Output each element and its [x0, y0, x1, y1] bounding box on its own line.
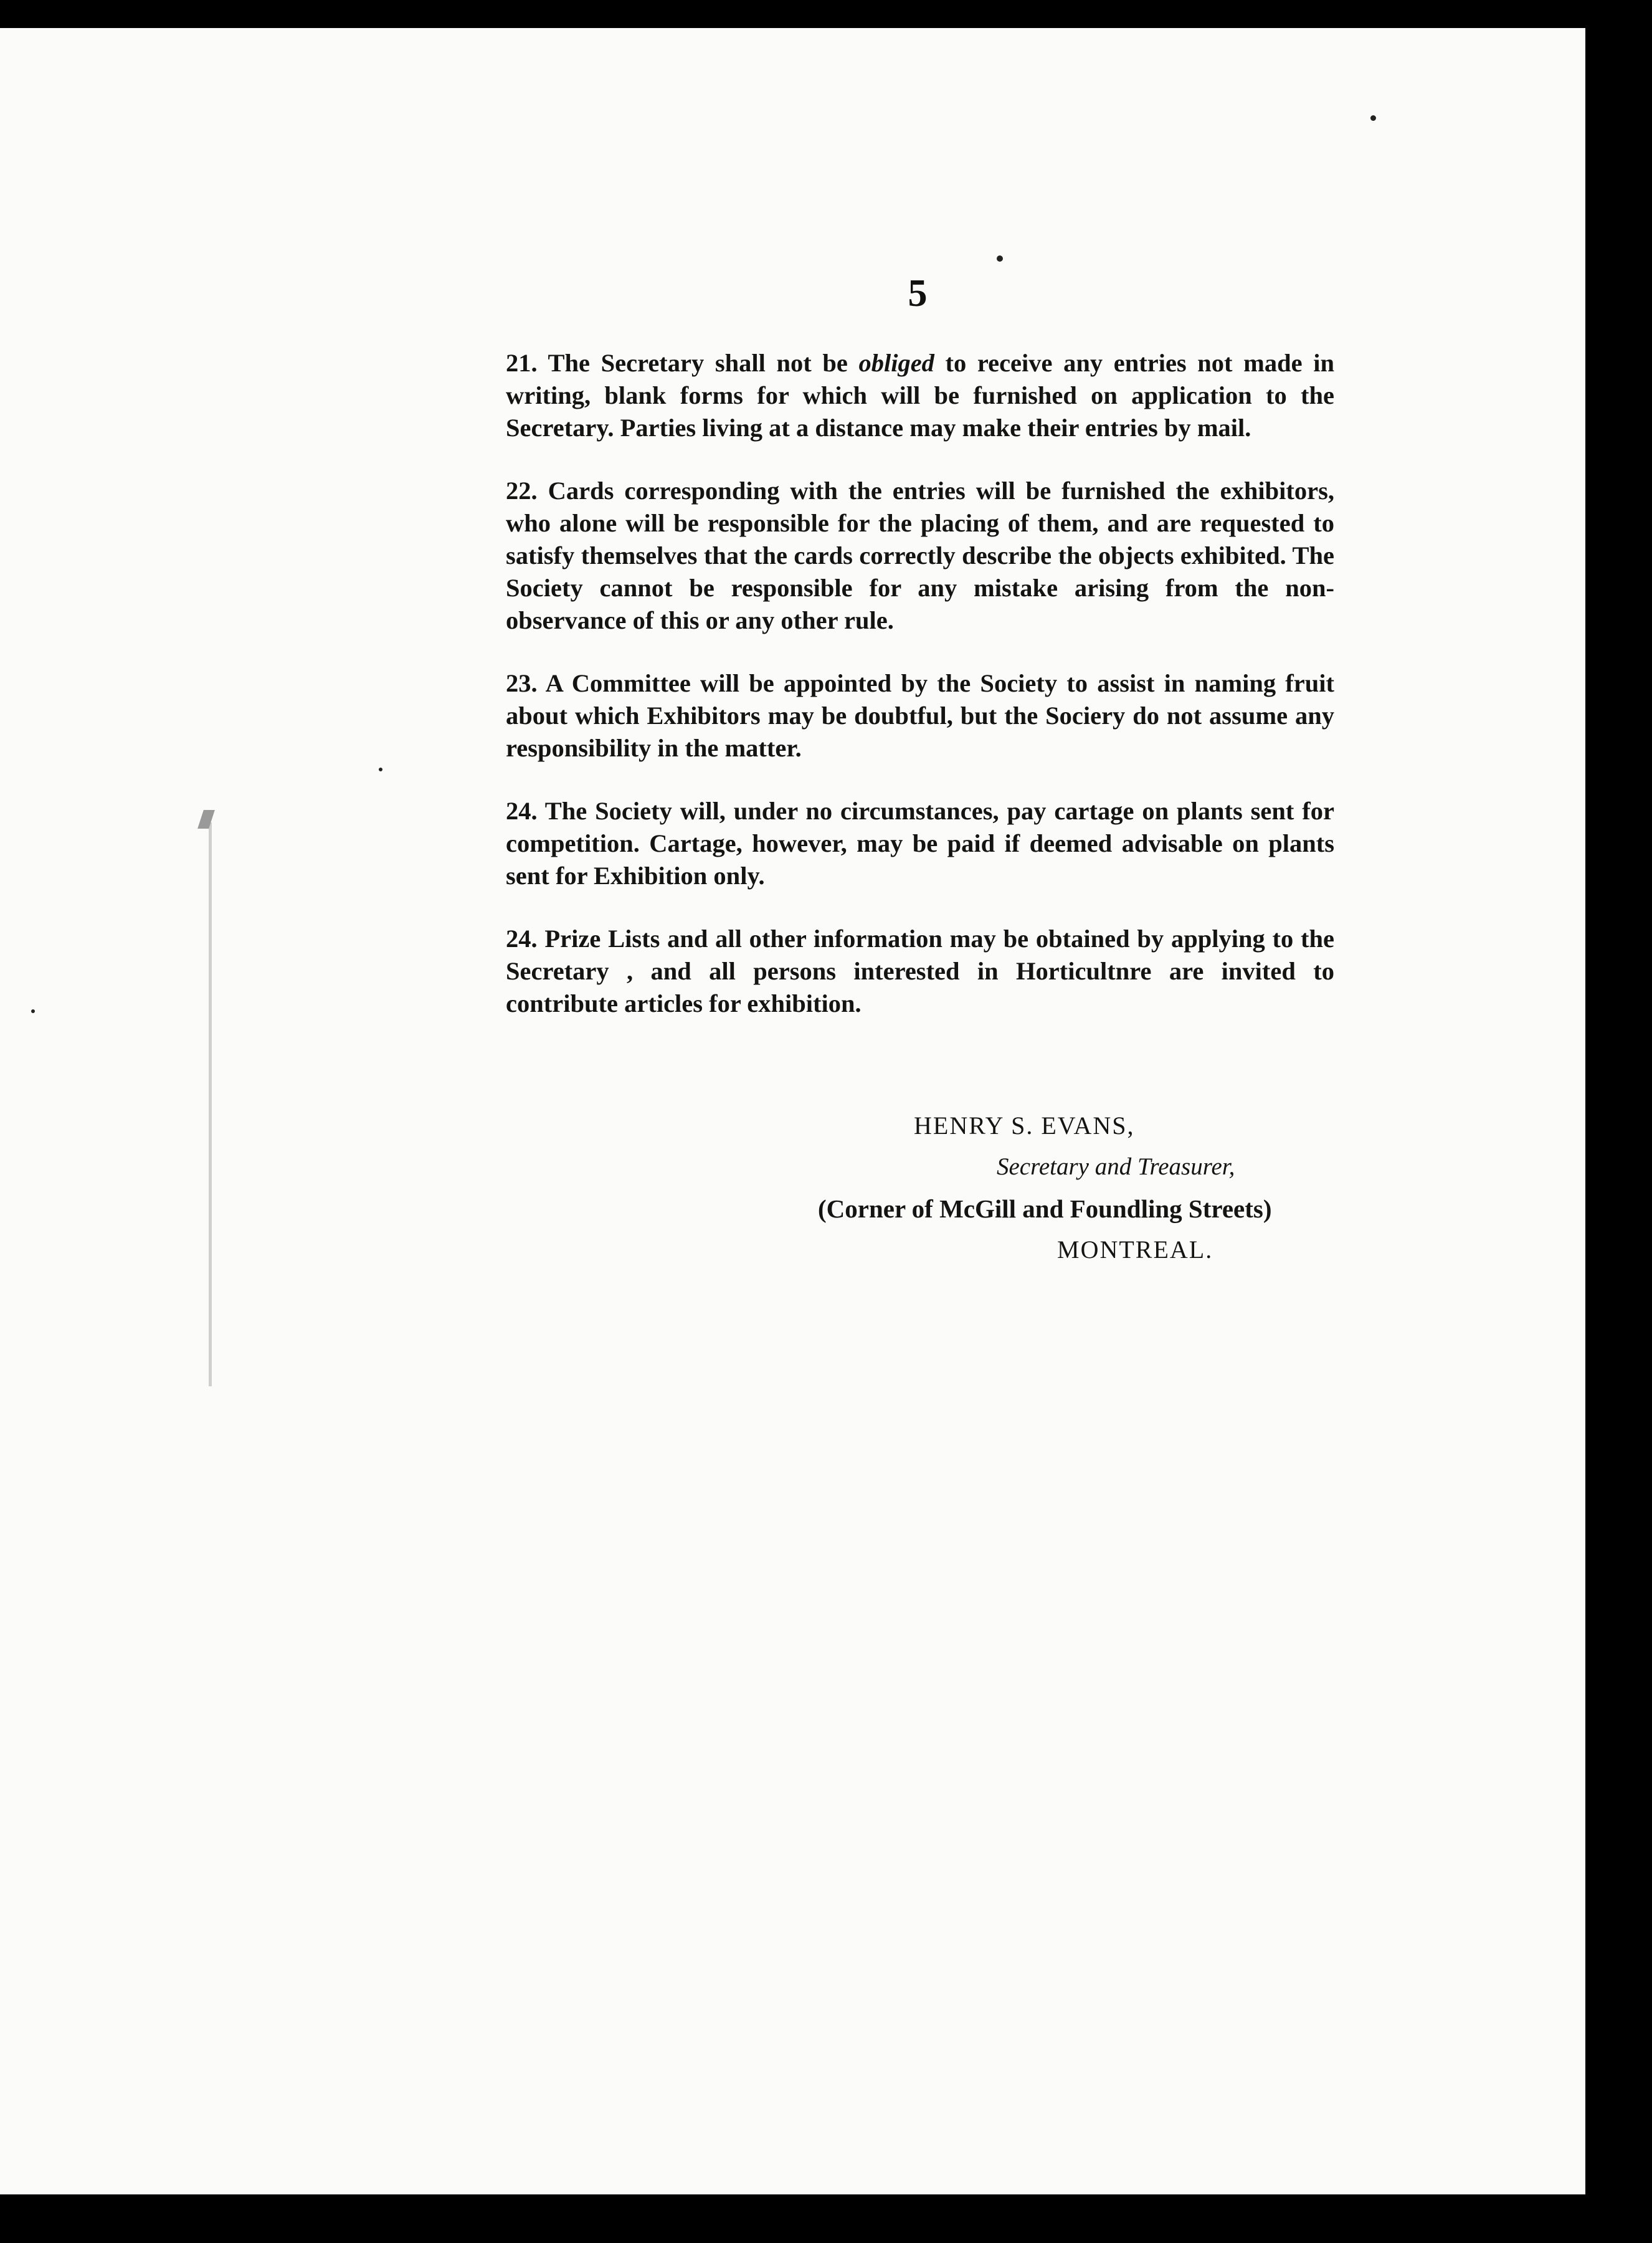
signatory-name: HENRY S. EVANS, [914, 1112, 1135, 1140]
margin-rule [209, 822, 212, 1386]
ink-speck [379, 768, 382, 771]
rule-number: 22. [506, 477, 538, 505]
signatory-address: (Corner of McGill and Foundling Streets) [818, 1194, 1272, 1223]
rule-number: 24. [506, 797, 538, 825]
rule-23 [506, 667, 1334, 764]
rule-24-cartage [506, 795, 1334, 892]
ink-speck [31, 1009, 35, 1013]
ink-speck [997, 255, 1003, 262]
rules-text [506, 347, 1334, 1050]
rule-21 [506, 347, 1334, 444]
rule-number: 23. [506, 669, 538, 697]
signatory-city: MONTREAL. [1057, 1236, 1213, 1264]
rule-22 [506, 475, 1334, 637]
ink-speck [1370, 115, 1376, 121]
rule-24-prize-lists [506, 923, 1334, 1020]
rule-number: 21. [506, 349, 538, 377]
rule-text-emphasis: obliged [858, 349, 934, 377]
rule-text: Cards corresponding with the entries will be furnished the exhibitors, who alone will be responsible for the placing of them, and are requested to satisfy themselves that the cards correctly describe the objects exhibited. The Society cannot be responsible for any mistake arising from the non-observance of this or any other rule. [506, 477, 1334, 634]
signatory-title: Secretary and Treasurer, [997, 1153, 1235, 1180]
rule-text: Prize Lists and all other information may be obtained by applying to the Secretary , and all persons interested in Horticultnre are invited to contribute articles for exhibition. [506, 925, 1334, 1017]
rule-text: to receive any entries not made in writing, blank forms for which will be furnished on application to the Secretary. Parties living at a distance may make their entries by mail. [506, 349, 1334, 442]
rule-text: A Committee will be appointed by the Society to assist in naming fruit about which Exhibitors may be doubtful, but the Sociery do not assume any responsibility in the matter. [506, 669, 1334, 762]
rule-text: The Secretary shall not be [548, 349, 859, 377]
page-number: 5 [908, 272, 928, 315]
rule-number: 24. [506, 925, 538, 953]
rule-text: The Society will, under no circumstances, pay cartage on plants sent for competition. Cartage, however, may be paid if deemed advisable on plants sent for Exhibition only. [506, 797, 1334, 890]
